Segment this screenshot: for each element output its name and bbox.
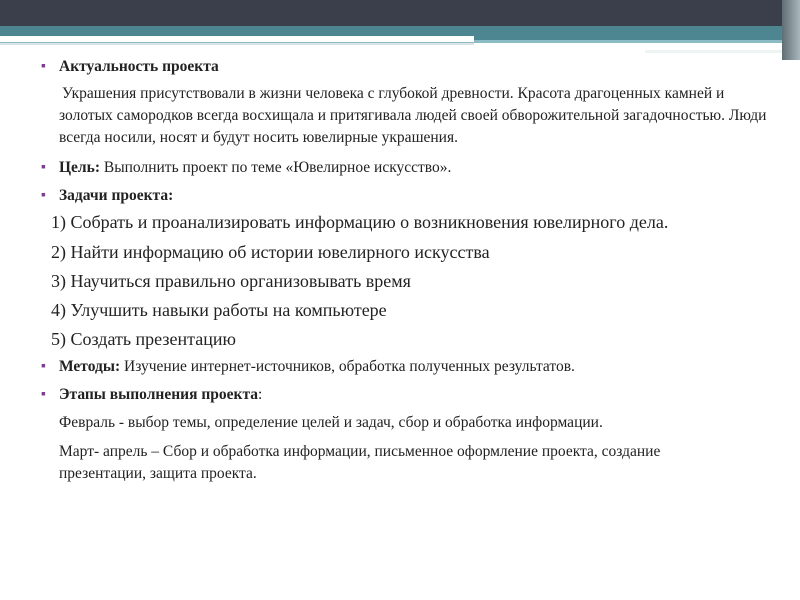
relevance-heading: Актуальность проекта bbox=[59, 58, 219, 75]
task-item-2: 2) Найти информацию об истории ювелирного искусства bbox=[51, 242, 490, 262]
bullet-tasks bbox=[40, 185, 770, 207]
stages-label: Этапы выполнения проекта bbox=[59, 386, 259, 403]
bullet-icon: ▪ bbox=[41, 188, 46, 203]
bullet-stages bbox=[40, 384, 770, 406]
slide-gray-accent-line bbox=[0, 43, 474, 45]
stage-february: Февраль - выбор темы, определение целей и задач, сбор и обработка информации. bbox=[59, 414, 603, 431]
stages-colon: : bbox=[258, 386, 263, 403]
bullet-relevance bbox=[40, 56, 770, 78]
task-item-3: 3) Научиться правильно организовывать время bbox=[51, 271, 411, 291]
slide-content bbox=[40, 55, 770, 485]
bullet-methods bbox=[40, 356, 770, 378]
slide-corner-shadow bbox=[782, 0, 800, 60]
slide-white-accent-line bbox=[0, 36, 474, 42]
bullet-icon: ▪ bbox=[41, 387, 46, 402]
goal-text: Выполнить проект по теме «Ювелирное искусство». bbox=[100, 159, 452, 176]
bullet-icon: ▪ bbox=[41, 359, 46, 374]
bullet-icon: ▪ bbox=[41, 59, 46, 74]
tasks-label: Задачи проекта: bbox=[59, 187, 174, 204]
task-item-5: 5) Создать презентацию bbox=[51, 329, 236, 349]
stage-march-april: Март- апрель – Сбор и обработка информации, письменное оформление проекта, создание презентации, защита проекта. bbox=[59, 443, 661, 482]
methods-text: Изучение интернет-источников, обработка полученных результатов. bbox=[120, 358, 575, 375]
task-item-4: 4) Улучшить навыки работы на компьютере bbox=[51, 300, 387, 320]
relevance-paragraph: Украшения присутствовали в жизни человека с глубокой древности. Красота драгоценных камней и золотых самородков всегда восхищала и притягивала людей своей обворожительной загадочностью. Люди всегда носили, носят и будут носить ювелирные украшения. bbox=[59, 85, 767, 146]
bullet-goal bbox=[40, 157, 770, 179]
slide-right-accent-line bbox=[645, 50, 800, 53]
goal-label: Цель: bbox=[59, 159, 100, 176]
bullet-icon: ▪ bbox=[41, 160, 46, 175]
methods-label: Методы: bbox=[59, 358, 121, 375]
slide-header-bar bbox=[0, 0, 800, 26]
task-item-1: 1) Собрать и проанализировать информацию о возникновения ювелирного дела. bbox=[51, 212, 669, 232]
